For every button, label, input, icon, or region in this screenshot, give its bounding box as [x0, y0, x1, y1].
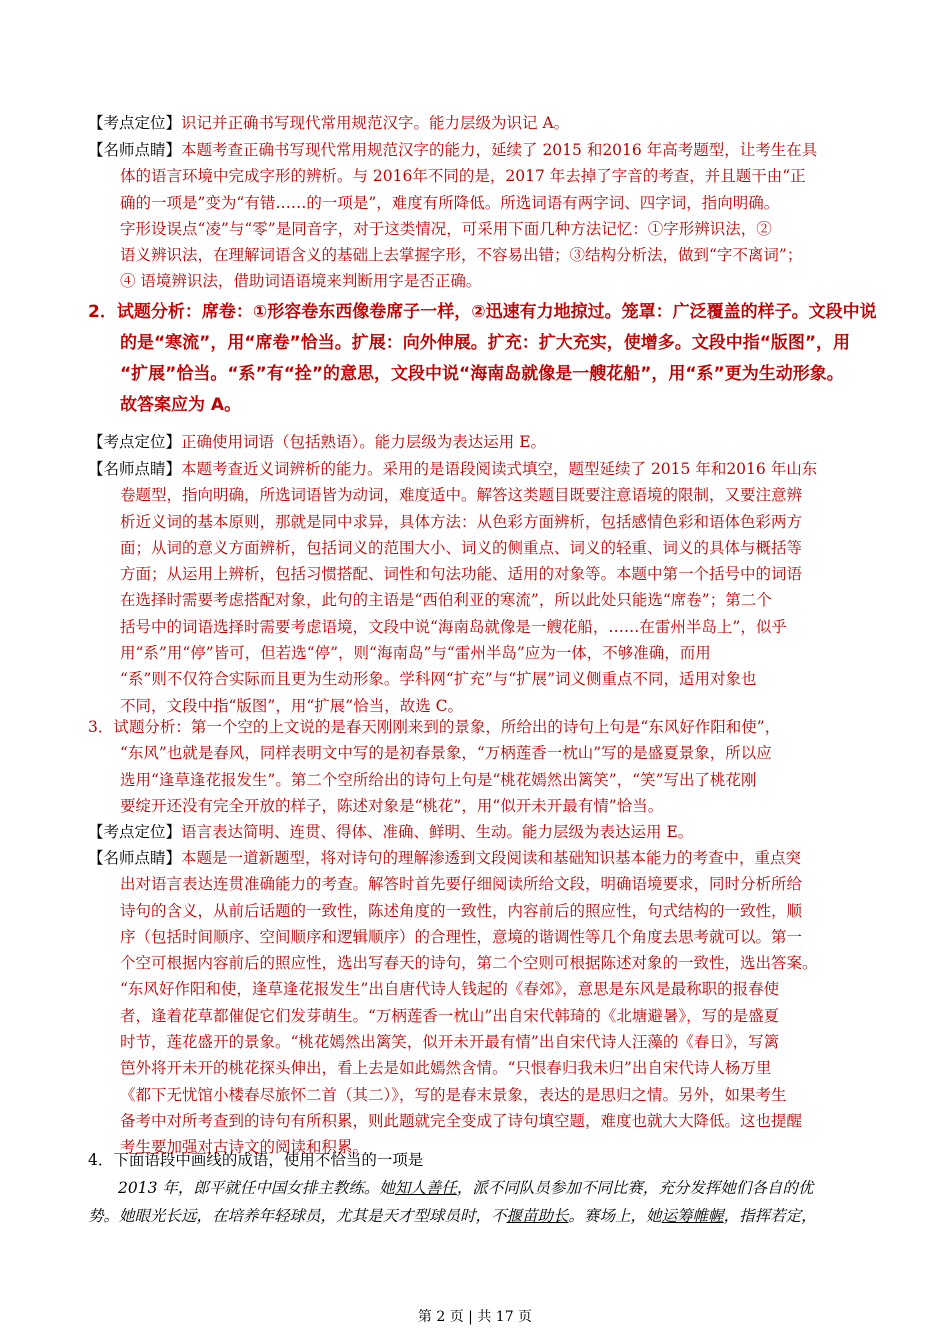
- page-footer: 第 2 页 | 共 17 页: [417, 1309, 533, 1325]
- analysis-line: 故答案应为 A。: [120, 395, 242, 415]
- mingshi-line: 方面；从运用上辨析，包括习惯搭配、词性和句法功能、适用的对象等。本题中第一个括号中的词语: [120, 565, 803, 584]
- q2-analysis: [88, 297, 878, 421]
- passage-text: 。赛场上，她: [568, 1207, 662, 1225]
- kaodian-label: 【考点定位】: [88, 114, 182, 132]
- mingshi-line: 用“系”用“停”皆可，但若选“停”，则“海南岛”与“雷州半岛”应为一体，不够准确，而用: [120, 644, 711, 663]
- kaodian-text: 语言表达简明、连贯、得体、准确、鲜明、生动。能力层级为表达运用 E。: [181, 823, 694, 841]
- analysis-line: 2．试题分析：席卷：①形容卷东西像卷席子一样，②迅速有力地掠过。笼罩：广泛覆盖的样子。文段中说: [88, 302, 877, 322]
- mingshi-line: 面；从词的意义方面辨析，包括词义的范围大小、词义的侧重点、词义的轻重、词义的具体与概括等: [120, 538, 803, 557]
- passage-text: ，指挥若定，: [723, 1207, 817, 1225]
- passage-text: 势。她眼光长远，在培养年轻球员，尤其是天才型球员时，不: [88, 1207, 507, 1225]
- mingshi-line: 者，逢着花草都催促它们发芽萌生。“万柄莲香一枕山”出自宋代韩琦的《北塘避暑》，写的是盛夏: [120, 1006, 780, 1025]
- q3-mingshi: [88, 845, 878, 1161]
- passage-line: [88, 1202, 878, 1230]
- analysis-line: “东风”也就是春风，同样表明文中写的是初春景象，“万柄莲香一枕山”写的是盛夏景象，所以应: [120, 744, 772, 763]
- mingshi-label: 【名师点睛】: [88, 849, 182, 867]
- mingshi-line: “东风好作阳和使，逢草逢花报发生”出自唐代诗人钱起的《春郊》，意思是东风是最称职的报春使: [120, 980, 780, 999]
- analysis-line: 3．试题分析：第一个空的上文说的是春天刚刚来到的景象，所给出的诗句上句是“东风好作阳和使”，: [88, 718, 781, 736]
- mingshi-line: 体的语言环境中完成字形的辨析。与 2016年不同的是，2017 年去掉了字音的考查，并且题干由“正: [120, 167, 806, 186]
- passage-text: 2013 年，郎平就任中国女排主教练。她: [118, 1179, 395, 1197]
- q1-mingshi: [88, 137, 878, 295]
- analysis-line: 选用“逢草逢花报发生”。第二个空所给出的诗句上句是“桃花嫣然出篱笑”，“笑”写出了桃花刚: [120, 770, 757, 789]
- mingshi-line: 不同，文段中指“版图”，用“扩展”恰当，故选 C。: [120, 696, 463, 715]
- mingshi-line: 析近义词的基本原则，那就是同中求异，具体方法：从色彩方面辨析，包括感情色彩和语体色彩两方: [120, 512, 803, 531]
- q3-analysis: [88, 714, 878, 819]
- kaodian-text: 识记并正确书写现代常用规范汉字。能力层级为识记 A。: [181, 114, 570, 132]
- kaodian-text: 正确使用词语（包括熟语）。能力层级为表达运用 E。: [181, 433, 547, 451]
- q3-kaodian: [88, 819, 878, 845]
- mingshi-line: 在选择时需要考虑搭配对象，此句的主语是“西伯利亚的寒流”，所以此处只能选“席卷”；第二个: [120, 591, 772, 610]
- mingshi-line: 《都下无忧馆小楼春尽旅怀二首（其二）》，写的是春末景象，表达的是思归之情。另外，如果考生: [120, 1085, 787, 1104]
- mingshi-line: 本题考查正确书写现代常用规范汉字的能力，延续了 2015 和2016 年高考题型，让考生在具: [181, 141, 818, 159]
- analysis-line: 的是“寒流”，用“席卷”恰当。扩展：向外伸展。扩充：扩大充实，使增多。文段中指“版图”，用: [120, 333, 851, 353]
- kaodian-label: 【考点定位】: [88, 433, 182, 451]
- mingshi-line: 备考中对所考查到的诗句有所积累，则此题就完全变成了诗句填空题，难度也就大大降低。这也提醒: [120, 1111, 803, 1130]
- mingshi-line: 括号中的词语选择时需要考虑语境，文段中说“海南岛就像是一艘花船，……在雷州半岛上”，似乎: [120, 617, 787, 636]
- mingshi-line: 笆外将开未开的桃花探头伸出，看上去是如此嫣然含情。“只恨春归我未归”出自宋代诗人杨万里: [120, 1059, 772, 1078]
- underlined-idiom: 运筹帷幄: [661, 1207, 724, 1225]
- mingshi-line: 时节，莲花盛开的景象。“桃花嫣然出篱笑，似开未开最有情”出自宋代诗人汪藻的《春日》，写篱: [120, 1033, 780, 1052]
- q1-kaodian: [88, 110, 878, 136]
- mingshi-line: 本题考查近义词辨析的能力。采用的是语段阅读式填空，题型延续了 2015 年和2016 年山东: [181, 460, 818, 478]
- passage-text: ，派不同队员参加不同比赛，充分发挥她们各自的优: [456, 1179, 814, 1197]
- q2-mingshi: [88, 456, 878, 719]
- analysis-line: 要绽开还没有完全开放的样子，陈述对象是“桃花”，用“似开未开最有情”恰当。: [120, 796, 664, 815]
- mingshi-line: 考生要加强对古诗文的阅读和积累。: [120, 1138, 369, 1157]
- mingshi-line: 卷题型，指向明确，所选词语皆为动词，难度适中。解答这类题目既要注意语境的限制，又要注意辨: [120, 486, 803, 505]
- passage-line: [118, 1174, 878, 1202]
- mingshi-label: 【名师点睛】: [88, 141, 182, 159]
- q2-kaodian: [88, 429, 878, 455]
- mingshi-line: 确的一项是”变为“有错……的一项是”，难度有所降低。所选词语有两字词、四字词，指向明确。: [120, 193, 780, 212]
- mingshi-line: 个空可根据内容前后的照应性，选出写春天的诗句，第二个空则可根据陈述对象的一致性，选出答案。: [120, 954, 818, 973]
- mingshi-line: ④ 语境辨识法，借助词语语境来判断用字是否正确。: [120, 272, 482, 291]
- underlined-idiom: 知人善任: [394, 1179, 457, 1197]
- underlined-idiom: 揠苗助长: [506, 1207, 569, 1225]
- analysis-line: “扩展”恰当。“系”有“拴”的意思，文段中说“海南岛就像是一艘花船”，用“系”更为生动形象。: [120, 364, 844, 384]
- mingshi-line: 序（包括时间顺序、空间顺序和逻辑顺序）的合理性，意境的谐调性等几个角度去思考就可以。第一: [120, 927, 803, 946]
- mingshi-line: 本题是一道新题型，将对诗句的理解渗透到文段阅读和基础知识基本能力的考查中，重点突: [181, 849, 802, 867]
- mingshi-label: 【名师点睛】: [88, 460, 182, 478]
- mingshi-line: “系”则不仅符合实际而且更为生动形象。学科网“扩充”与“扩展”词义侧重点不同，适用对象也: [120, 670, 757, 689]
- mingshi-line: 字形设误点“凌”与“零”是同音字，对于这类情况，可采用下面几种方法记忆：①字形辨识法，②: [120, 219, 772, 238]
- mingshi-line: 出对语言表达连贯准确能力的考查。解答时首先要仔细阅读所给文段，明确语境要求，同时分析所给: [120, 875, 803, 894]
- q4-passage: [88, 1174, 878, 1230]
- q4-stem: 4．下面语段中画线的成语，使用不恰当的一项是: [88, 1151, 424, 1169]
- kaodian-label: 【考点定位】: [88, 823, 182, 841]
- mingshi-line: 语义辨识法，在理解词语含义的基础上去掌握字形，不容易出错；③结构分析法，做到“字不离词”；: [120, 246, 803, 265]
- mingshi-line: 诗句的含义，从前后话题的一致性，陈述角度的一致性，内容前后的照应性，句式结构的一致性，顺: [120, 901, 803, 920]
